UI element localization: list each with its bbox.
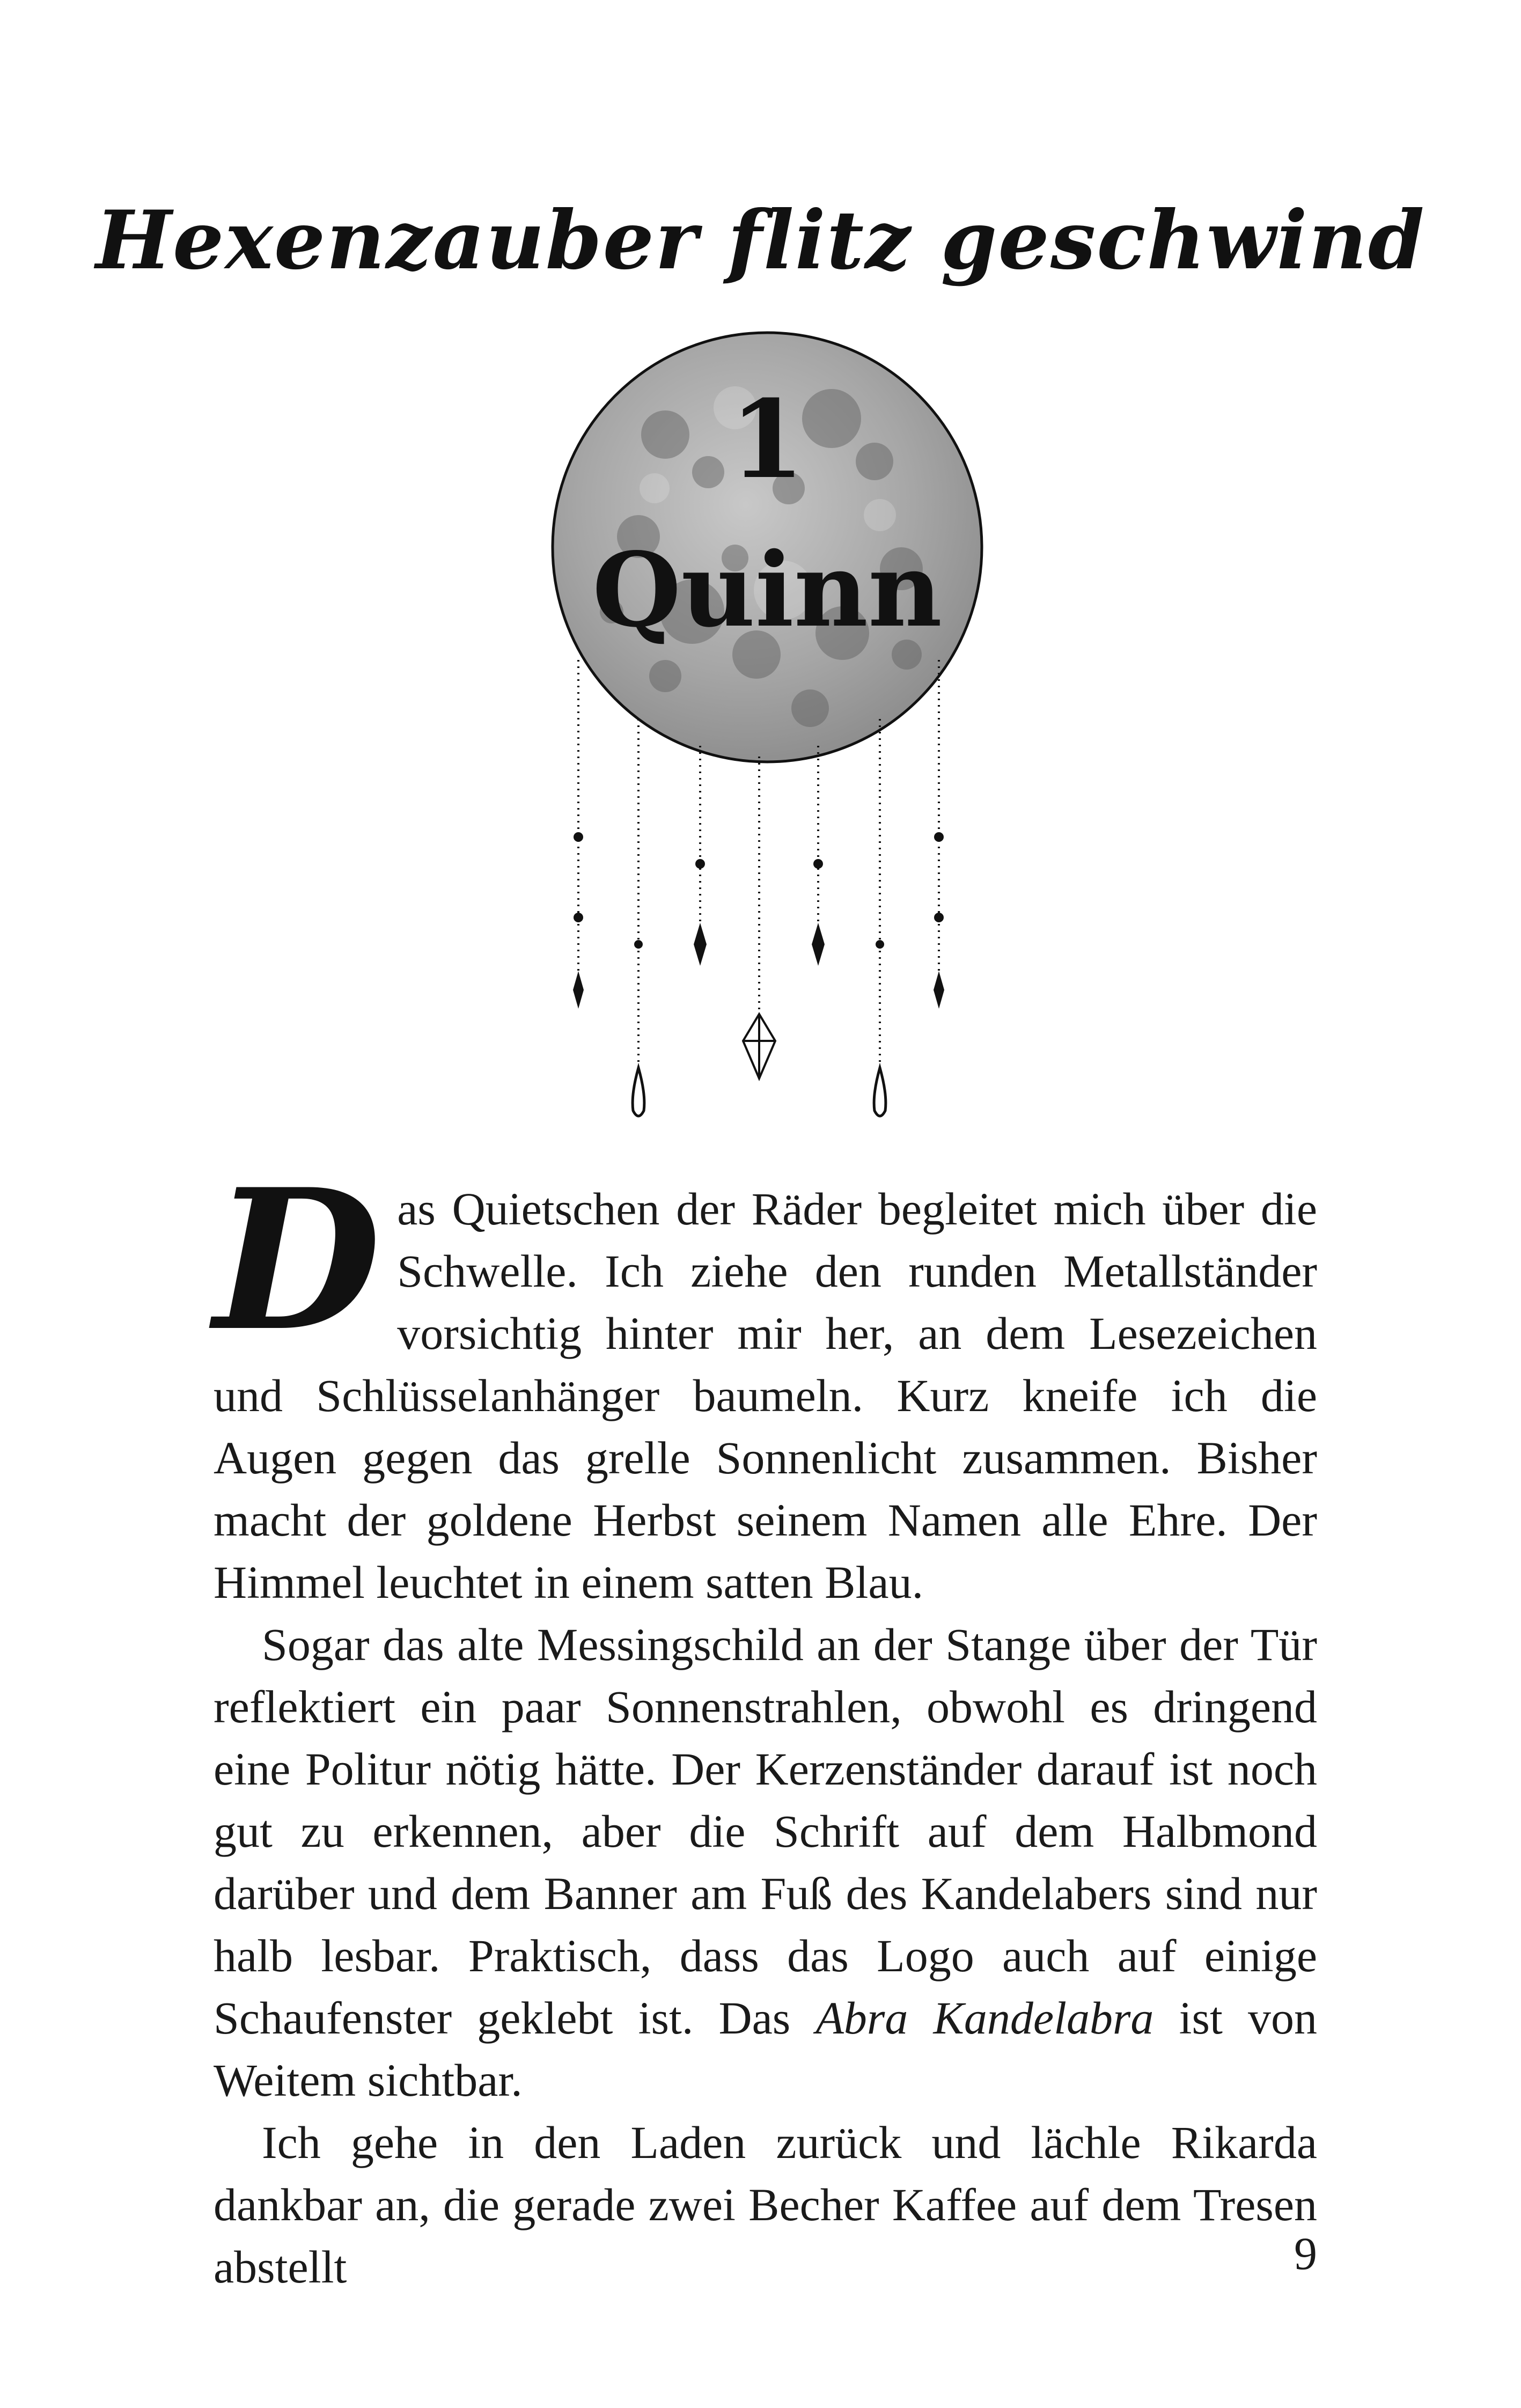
page-number: 9	[1294, 2228, 1317, 2279]
paragraph-text: Sogar das alte Messingschild an der Stange über der Tür reflektiert ein paar Sonnenstrahlen, obwohl es dringend eine Politur nötig hätte. Der Kerzenständer darauf ist noch gut zu erkennen, aber die Schrift auf dem Halbmond darüber und dem Banner am Fuß des Kandelabers sind nur halb lesbar. Praktisch, dass das Logo auch auf einige Schaufenster geklebt ist. Das	[214, 1619, 1317, 2044]
drop-cap: D	[214, 1147, 381, 1374]
paragraph	[214, 1147, 1317, 1613]
book-title: Hexenzauber flitz geschwind	[95, 193, 1426, 288]
chapter-number: 1	[730, 377, 805, 503]
paragraph-text: Ich gehe in den Laden zurück und lächle Rikarda dankbar an, die gerade zwei Becher Kaffee auf dem Tresen abstellt	[214, 2117, 1317, 2293]
paragraph	[214, 1613, 1317, 2111]
shop-name: Abra Kandelabra	[815, 1992, 1154, 2044]
paragraph-text: as Quietschen der Räder begleitet mich über die Schwelle. Ich ziehe den runden Metallständer vorsichtig hinter mir her, an dem Lesezeichen und Schlüsselanhänger baumeln. Kurz kneife ich die Augen gegen das grelle Sonnenlicht zusammen. Bisher macht der goldene Herbst seinem Namen alle Ehre. Der Himmel leuchtet in einem satten Blau.	[214, 1183, 1317, 1608]
paragraph	[214, 2111, 1317, 2298]
paragraph-text: ist von Weitem sichtbar.	[214, 1992, 1317, 2106]
chapter-body	[214, 1147, 1317, 2298]
chapter-name: Quinn	[592, 530, 943, 650]
chapter-emblem	[531, 311, 1003, 1137]
